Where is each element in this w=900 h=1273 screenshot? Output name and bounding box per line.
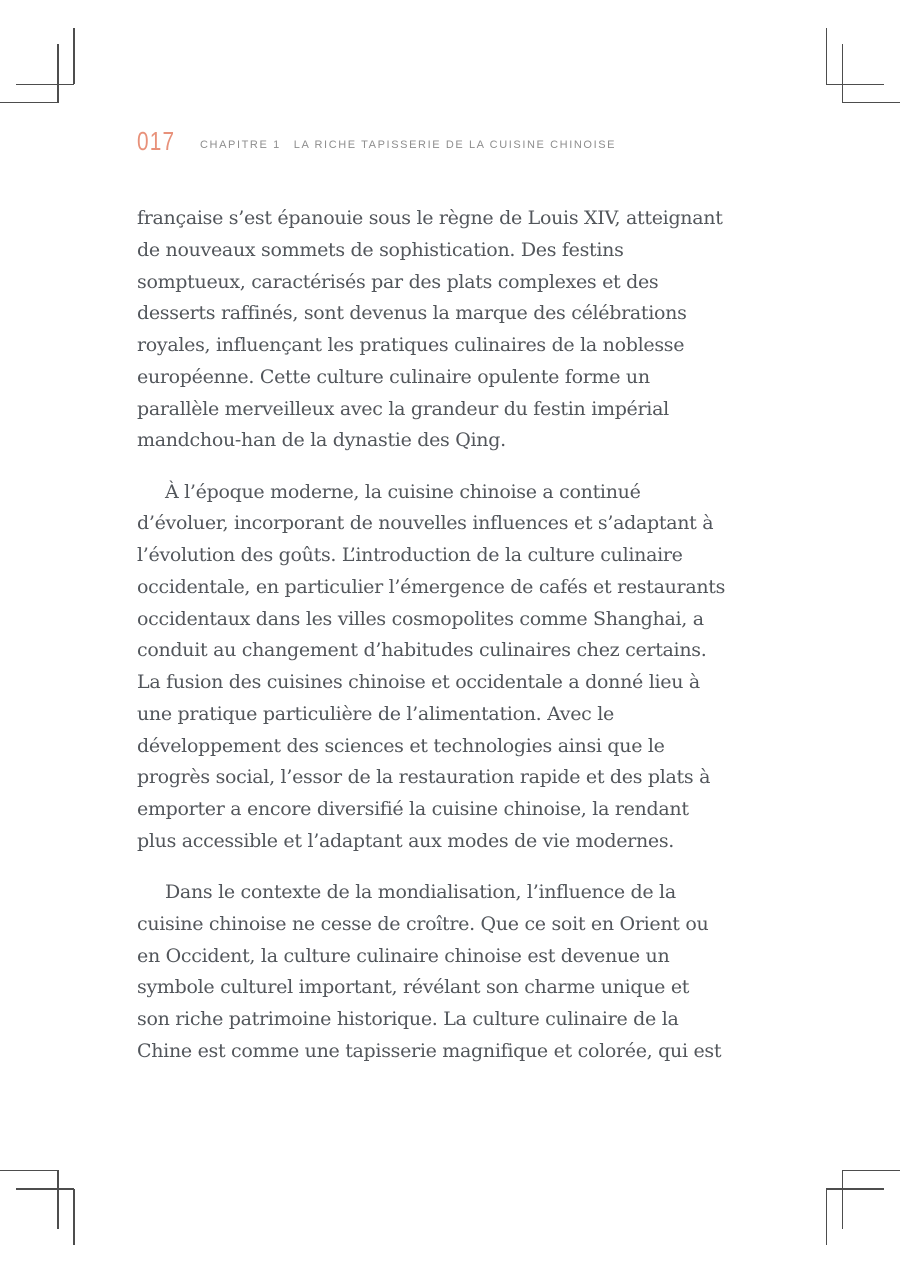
corner-line [842,1170,844,1229]
corner-line [0,1170,58,1172]
paragraph [137,203,725,457]
paragraph [137,877,725,1068]
corner-line [16,84,74,86]
text-line: de nouveaux sommets de sophistication. Des festins [137,238,624,261]
chapter-label: CHAPITRE 1 [200,139,281,151]
corner-line [826,1188,884,1190]
corner-line [73,28,75,84]
text-line: somptueux, caractérisés par des plats complexes et des [137,270,659,293]
text-line: occidentale, en particulier l’émergence de cafés et restaurants [137,575,726,598]
corner-line [842,102,900,104]
corner-line [73,1189,75,1245]
page-number: 017 [137,126,176,156]
text-line: française s’est épanouie sous le règne de Louis XIV, atteignant [137,207,723,229]
text-line: développement des sciences et technologies ainsi que le [137,734,665,757]
text-line: européenne. Cette culture culinaire opulente forme un [137,365,650,388]
text-line: en Occident, la culture culinaire chinoise est devenue un [137,944,670,967]
text-line: À l’époque moderne, la cuisine chinoise a continué [165,480,641,503]
chapter-title: LA RICHE TAPISSERIE DE LA CUISINE CHINOISE [293,139,617,151]
corner-line [826,84,884,86]
corner-line [826,28,828,84]
running-head [200,140,616,151]
corner-line [842,44,844,103]
text-line: Dans le contexte de la mondialisation, l’influence de la [165,881,676,903]
text-line: d’évoluer, incorporant de nouvelles influences et s’adaptant à [137,512,714,535]
text-line: plus accessible et l’adaptant aux modes de vie modernes. [137,829,675,852]
text-line: parallèle merveilleux avec la grandeur du festin impérial [137,397,669,420]
corner-line [57,44,59,103]
text-line: La fusion des cuisines chinoise et occidentale a donné lieu à [137,671,700,693]
corner-line [842,1170,900,1172]
paragraph [137,477,725,858]
text-line: Chine est comme une tapisserie magnifique et colorée, qui est [137,1039,722,1062]
corner-line [57,1170,59,1229]
text-line: emporter a encore diversifié la cuisine chinoise, la rendant [137,798,689,820]
body-text [137,203,725,1087]
text-line: son riche patrimoine historique. La culture culinaire de la [137,1008,679,1030]
text-line: conduit au changement d’habitudes culinaires chez certains. [137,639,707,662]
text-line: l’évolution des goûts. L’introduction de la culture culinaire [137,544,683,566]
text-line: mandchou-han de la dynastie des Qing. [137,429,506,452]
text-line: une pratique particulière de l’alimentation. Avec le [137,702,614,725]
text-line: symbole culturel important, révélant son charme unique et [137,976,690,999]
text-line: progrès social, l’essor de la restauration rapide et des plats à [137,766,711,789]
text-line: desserts raffinés, sont devenus la marque des célébrations [137,302,687,325]
text-line: occidentaux dans les villes cosmopolites comme Shanghai, a [137,607,704,630]
text-line: royales, influençant les pratiques culinaires de la noblesse [137,334,685,356]
corner-line [826,1189,828,1245]
corner-line [16,1188,74,1190]
corner-line [0,102,58,104]
text-line: cuisine chinoise ne cesse de croître. Que ce soit en Orient ou [137,912,709,935]
